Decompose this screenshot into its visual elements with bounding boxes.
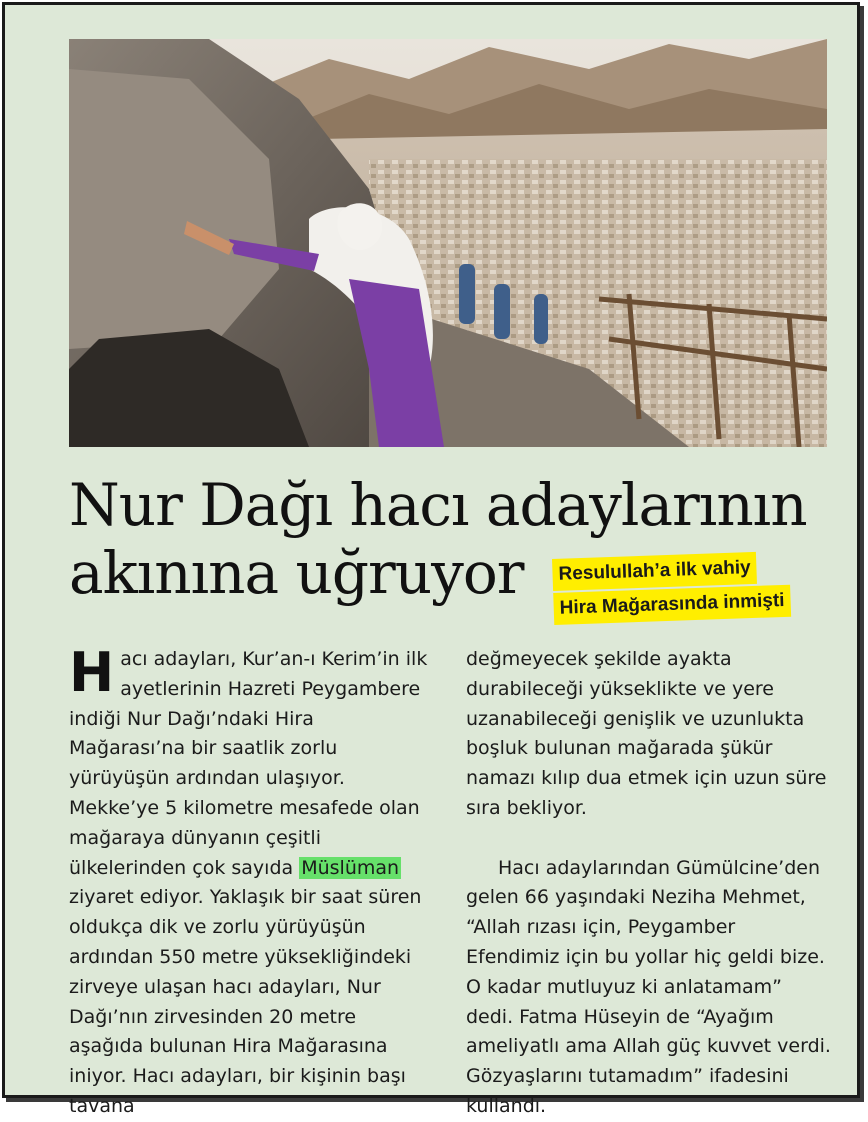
article-column-left [69, 641, 435, 1122]
subheadline-line-1: Resulullah’a ilk vahiy [552, 552, 757, 591]
article-text-left-2: ziyaret ediyor. Yaklaşık bir saat süren oldukça dik ve zorlu yürüyüşün ardından 550 metre yüksekliğindeki zirveye ulaşan hacı adayları, Nur Dağı’nın zirvesinden 20 metre aşağıda bulunan Hira Mağarasına iniyor. Hacı adayları, bir kişinin başı tavana [69, 886, 422, 1117]
article-text-right-1: değmeyecek şekilde ayakta durabileceği yükseklikte ve yere uzanabileceği genişlik ve uzunlukta boşluk bulunan mağarada şükür namazı kılıp dua etmek için uzun süre sıra bekliyor. [466, 648, 827, 819]
article-photo [69, 39, 827, 447]
subheadline [552, 550, 824, 627]
article-paragraph-1 [69, 641, 435, 1122]
subheadline-line-2: Hira Mağarasında inmişti [553, 585, 791, 625]
newspaper-clipping [2, 2, 860, 1117]
highlighted-keyword: Müslüman [301, 856, 400, 879]
article-text-right-2: Hacı adaylarından Gümülcine’den gelen 66 yaşındaki Neziha Mehmet, “Allah rızası için, Peygamber Efendimiz için bu yollar hiç geldi bize. O kadar mutluyuz ki anlatamam” dedi. Fatma Hüseyin de “Ayağım ameliyatlı ama Allah güç kuvvet verdi. Gözyaşlarını tutamadım” ifadesini kullandı. [466, 856, 831, 1117]
article-column-right [466, 645, 832, 1122]
drop-cap: H [69, 641, 115, 704]
headline-line-2: akınına uğruyor [69, 539, 524, 607]
headline-line-1: Nur Dağı hacı adaylarının [69, 471, 807, 539]
article-text-left-1: acı adayları, Kur’an-ı Kerim’in ilk ayetlerinin Hazreti Peygambere indiği Nur Dağı’ndaki Hira Mağarası’na bir saatlik zorlu yürüyüşün ardından ulaşıyor. Mekke’ye 5 kilometre mesafede olan mağaraya dünyanın çeşitli ülkelerinden çok sayıda [69, 648, 428, 879]
